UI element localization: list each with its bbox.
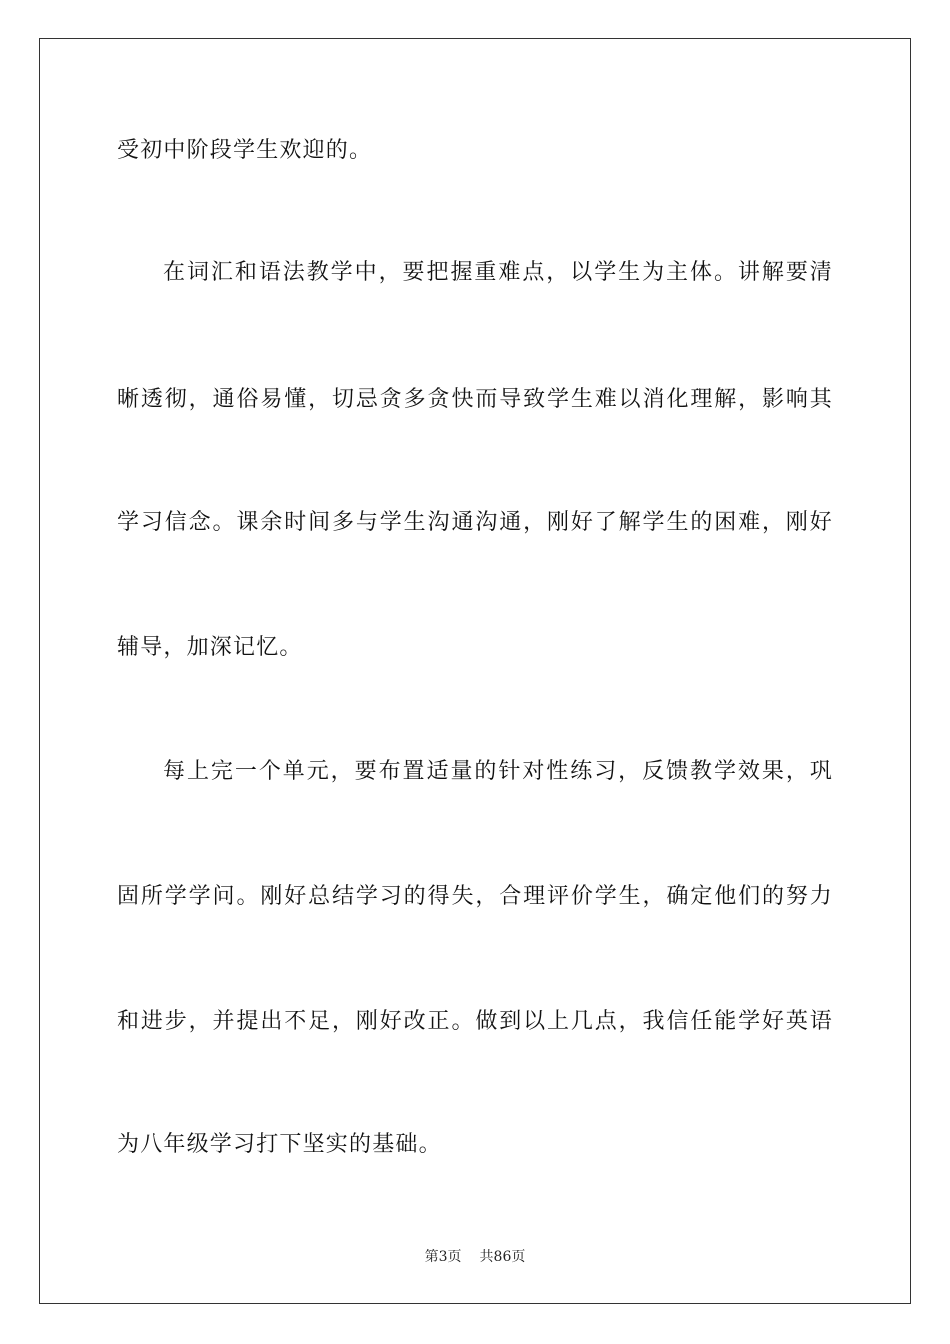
text-line: 受初中阶段学生欢迎的。 — [117, 138, 373, 163]
text-line: 为八年级学习打下坚实的基础。 — [117, 1132, 442, 1157]
page-frame — [39, 38, 911, 1304]
page-total: 共86页 — [479, 1249, 526, 1265]
text-line: 固所学学问。刚好总结学习的得失，合理评价学生，确定他们的努力 — [117, 884, 833, 909]
text-line: 晰透彻，通俗易懂，切忌贪多贪快而导致学生难以消化理解，影响其 — [117, 387, 833, 412]
paragraph-first-line: 每上完一个单元，要布置适量的针对性练习，反馈教学效果，巩 — [163, 759, 833, 784]
paragraph-first-line: 在词汇和语法教学中，要把握重难点，以学生为主体。讲解要清 — [163, 260, 833, 285]
text-line: 和进步，并提出不足，刚好改正。做到以上几点，我信任能学好英语 — [117, 1009, 833, 1034]
page-number: 第3页 — [424, 1249, 462, 1265]
text-line: 学习信念。课余时间多与学生沟通沟通，刚好了解学生的困难，刚好 — [117, 510, 833, 535]
page-footer — [0, 1247, 950, 1267]
text-line: 辅导，加深记忆。 — [117, 635, 303, 660]
